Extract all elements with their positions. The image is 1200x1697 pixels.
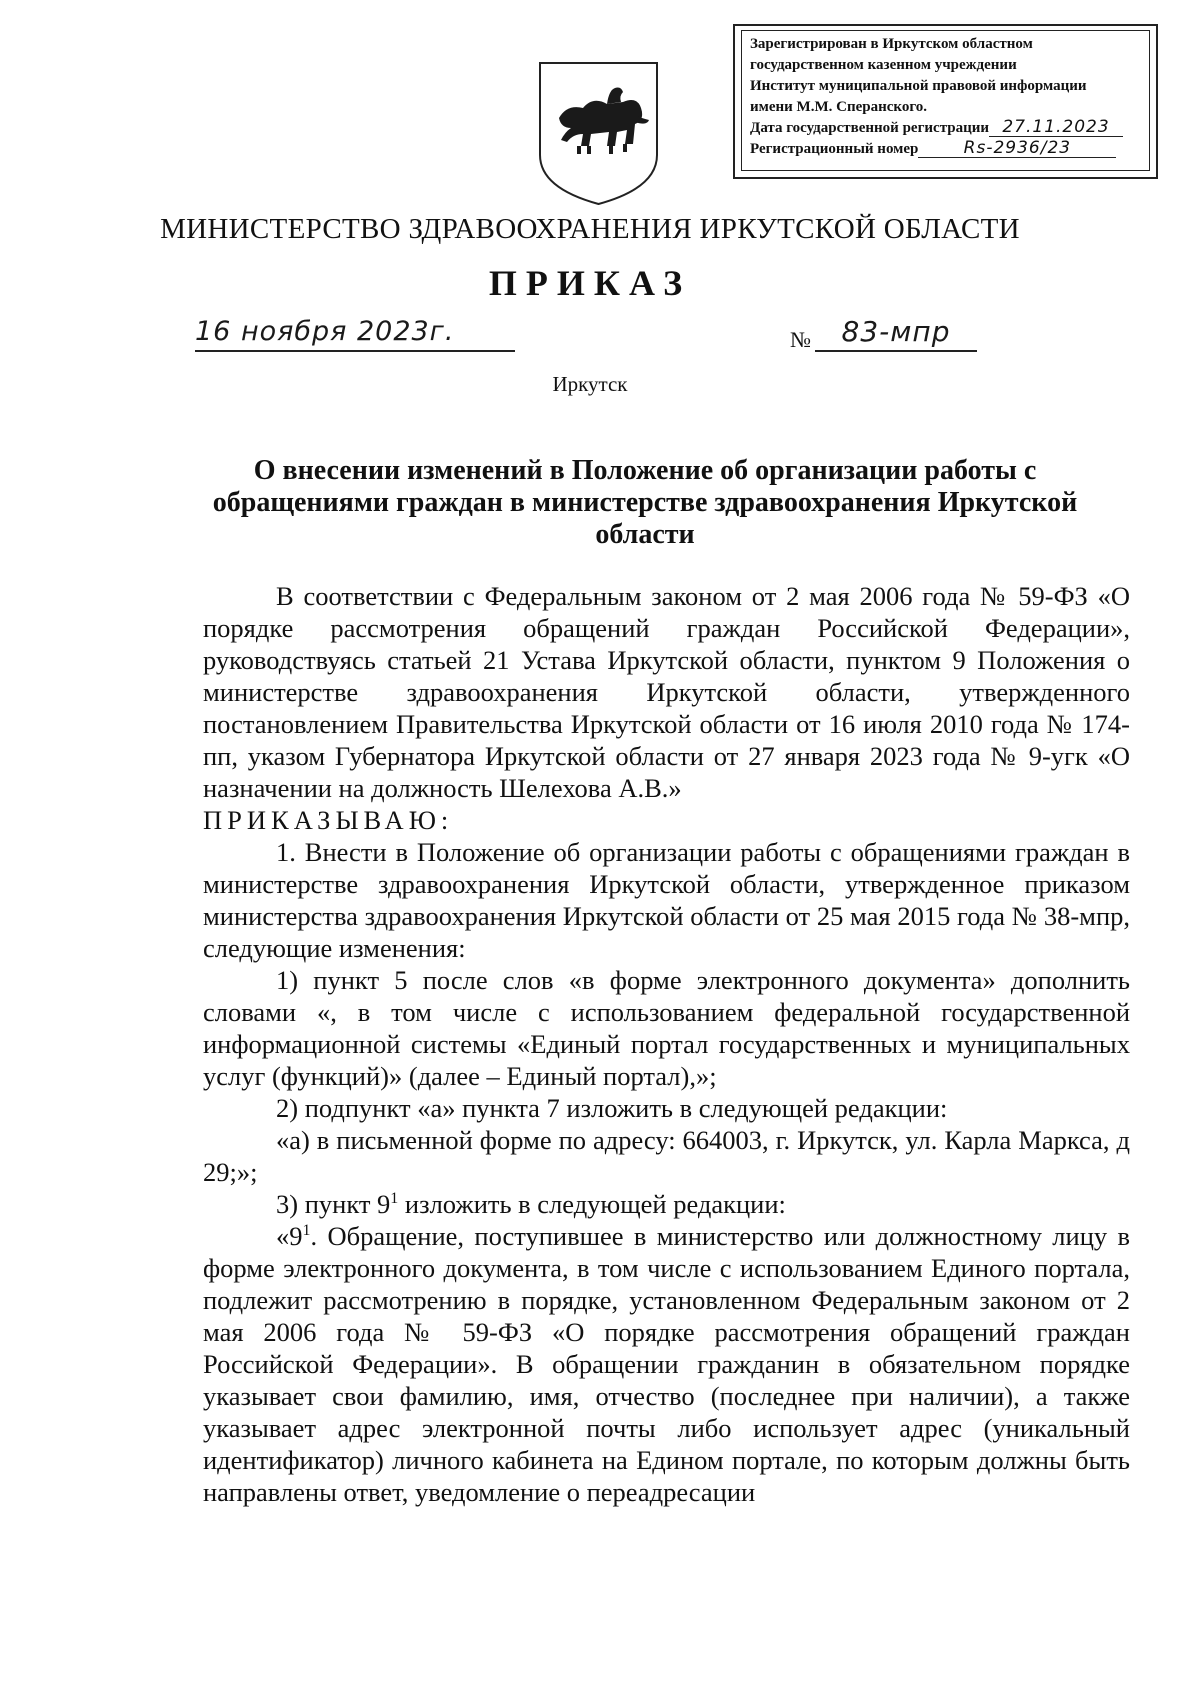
stamp-reg-value: Rs-2936/23 <box>918 139 1116 158</box>
number-sign: № <box>790 327 811 352</box>
preamble-paragraph: В соответствии с Федеральным законом от 2 мая 2006 года № 59-ФЗ «О порядке рассмотрения обращений граждан Российской Федерации», руководствуясь статьей 21 Устава Иркутской области, пунктом 9 Положения о министерстве здравоохранения Иркутской области, утвержденного постановлением Правительства Иркутской области от 16 июля 2010 года № 174-пп, указом Губернатора Иркутской области от 27 января 2023 года № 9-угк «О назначении на должность Шелехова А.В.» <box>203 581 1130 803</box>
stamp-date-value: 27.11.2023 <box>989 118 1123 137</box>
ministry-name: МИНИСТЕРСТВО ЗДРАВООХРАНЕНИЯ ИРКУТСКОЙ ОБЛАСТИ <box>160 213 1020 245</box>
item-1-paragraph: 1. Внести в Положение об организации работы с обращениями граждан в министерстве здравоохранения Иркутской области, утвержденное приказом министерства здравоохранения Иркутской области от 25 мая 2015 года № 38-мпр, следующие изменения: <box>203 837 1130 963</box>
subitem-1-paragraph: 1) пункт 5 после слов «в форме электронного документа» дополнить словами «, в том числе с использованием федеральной государственной информационной системы «Единый портал государственных и муниципальных услуг (функций)» (далее – Единый портал),»; <box>203 965 1130 1091</box>
coat-of-arms-emblem <box>537 60 660 207</box>
clause-9-1-superscript: 1 <box>302 1222 311 1240</box>
clause-9-1-paragraph <box>203 1220 1130 1508</box>
stamp-date-row <box>750 118 1143 139</box>
stamp-line-3: Институт муниципальной правовой информации <box>750 78 1087 94</box>
clause-9-1-text-a: «9 <box>276 1221 303 1251</box>
order-title: О внесении изменений в Положение об организации работы с обращениями граждан в министерстве здравоохранения Иркутской области <box>212 455 1078 550</box>
subitem-3-superscript: 1 <box>390 1190 399 1208</box>
babr-animal-icon <box>559 88 649 155</box>
registration-stamp-inner <box>741 30 1150 171</box>
subitem-2-paragraph: 2) подпункт «а» пункта 7 изложить в следующей редакции: <box>276 1093 948 1123</box>
subitem-2-text: «а) в письменной форме по адресу: 664003, г. Иркутск, ул. Карла Маркса, д 29;»; <box>203 1125 1130 1187</box>
subitem-3-text-a: 3) пункт 9 <box>276 1189 391 1219</box>
subitem-3-text-b: изложить в следующей редакции: <box>398 1189 786 1219</box>
order-body <box>203 580 1130 1508</box>
prikazyvayu-heading: ПРИКАЗЫВАЮ: <box>203 805 454 835</box>
subitem-3-paragraph <box>203 1188 1130 1220</box>
registration-stamp <box>733 24 1158 179</box>
document-type-heading: ПРИКАЗ <box>488 263 692 303</box>
city-name: Иркутск <box>552 372 628 396</box>
handwritten-date: 16 ноября 2023г. <box>195 316 515 352</box>
handwritten-order-number: 83-мпр <box>815 316 977 352</box>
stamp-line-4: имени М.М. Сперанского. <box>750 99 928 115</box>
stamp-line-2: государственном казенном учреждении <box>750 57 1017 73</box>
stamp-reg-row <box>750 139 1143 160</box>
stamp-reg-label: Регистрационный номер <box>750 141 919 157</box>
stamp-date-label: Дата государственной регистрации <box>750 120 990 136</box>
stamp-line-1: Зарегистрирован в Иркутском областном <box>750 36 1033 52</box>
clause-9-1-text-b: . Обращение, поступившее в министерство или должностному лицу в форме электронного документа, в том числе с использованием Единого портала, подлежит рассмотрению в порядке, установленном Федеральным законом от 2 мая 2006 года № 59-ФЗ «О порядке рассмотрения обращений граждан Российской Федерации». В обращении гражданин в обязательном порядке указывает свои фамилию, имя, отчество (последнее при наличии), а также указывает адрес электронной почты либо использует адрес (уникальный идентификатор) личного кабинета на Едином портале, по которым должны быть направлены ответ, уведомление о переадресации <box>203 1221 1130 1507</box>
